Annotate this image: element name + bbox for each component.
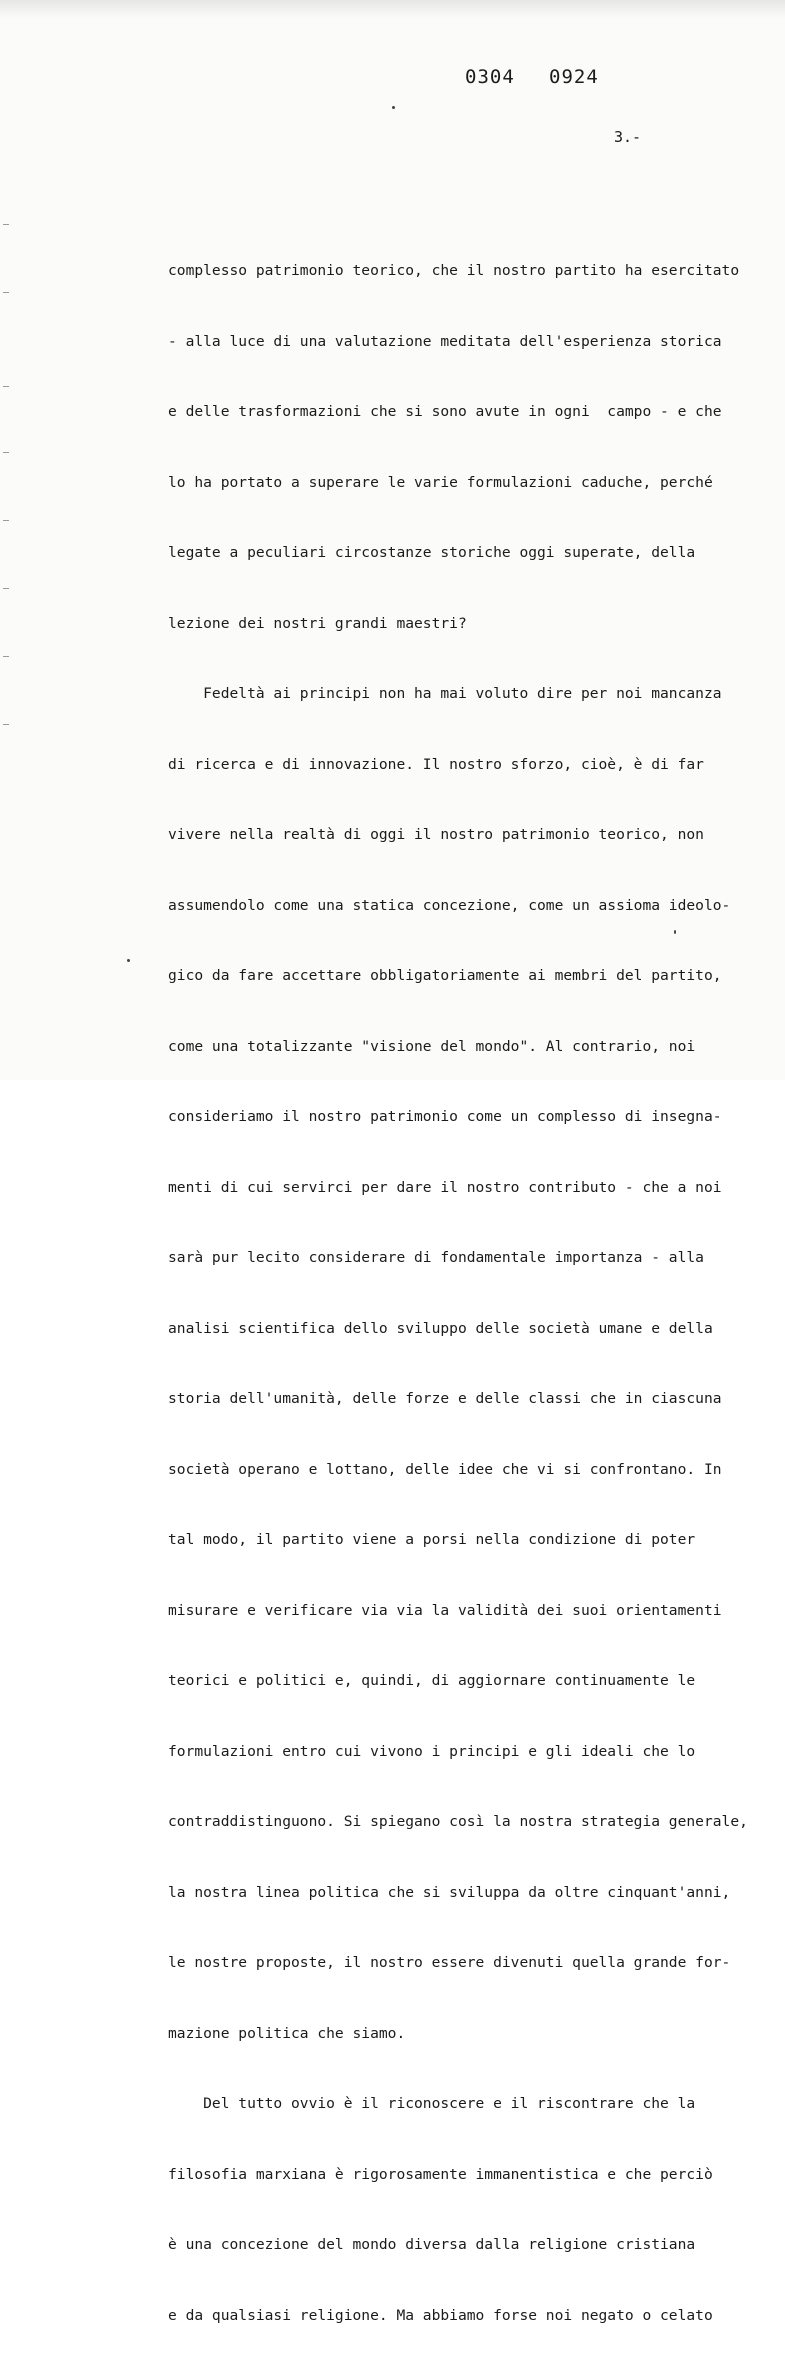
text-line: contraddistinguono. Si spiegano così la nostra strategia generale,	[168, 1813, 748, 1830]
text-line: tal modo, il partito viene a porsi nella condizione di poter	[168, 1531, 696, 1548]
text-line: misurare e verificare via via la validità dei suoi orientamenti	[168, 1601, 722, 1619]
margin-mark	[3, 520, 9, 521]
text-line: storia dell'umanità, delle forze e delle classi che in ciascuna	[168, 1390, 722, 1407]
margin-mark	[3, 588, 9, 589]
text-line: sarà pur lecito considerare di fondamentale importanza - alla	[168, 1249, 704, 1266]
text-line: e da qualsiasi religione. Ma abbiamo forse noi negato o celato	[168, 2306, 713, 2324]
archive-stamp-right: 0924	[549, 66, 599, 88]
scan-top-shadow	[0, 0, 785, 18]
text-line: lo ha portato a superare le varie formulazioni caduche, perché	[168, 473, 713, 491]
scan-speck	[392, 106, 395, 109]
body-text	[168, 212, 785, 2374]
text-line: teorici e politici e, quindi, di aggiornare continuamente le	[168, 1672, 696, 1689]
text-line: gico da fare accettare obbligatoriamente ai membri del partito,	[168, 967, 722, 984]
text-line: - alla luce di una valutazione meditata dell'esperienza storica	[168, 332, 722, 350]
margin-mark	[3, 656, 9, 657]
text-line: mazione politica che siamo.	[168, 2024, 406, 2042]
text-line: menti di cui servirci per dare il nostro contributo - che a noi	[168, 1178, 722, 1196]
text-line: legate a peculiari circostanze storiche oggi superate, della	[168, 544, 696, 561]
text-line: analisi scientifica dello sviluppo delle società umane e della	[168, 1319, 713, 1337]
text-line: assumendolo come una statica concezione, come un assioma ideolo-	[168, 896, 731, 914]
text-line: società operano e lottano, delle idee che vi si confrontano. In	[168, 1460, 722, 1478]
margin-mark	[3, 386, 9, 387]
text-line: e delle trasformazioni che si sono avute in ogni campo - e che	[168, 403, 722, 420]
margin-mark	[3, 724, 9, 725]
margin-mark	[3, 224, 9, 225]
text-line: consideriamo il nostro patrimonio come un complesso di insegna-	[168, 1108, 722, 1125]
text-line: complesso patrimonio teorico, che il nostro partito ha esercitato	[168, 262, 740, 279]
text-line: Del tutto ovvio è il riconoscere e il riscontrare che la	[168, 2095, 696, 2112]
scan-speck	[127, 959, 130, 962]
text-line: la nostra linea politica che si sviluppa da oltre cinquant'anni,	[168, 1883, 731, 1901]
text-line: come una totalizzante "visione del mondo". Al contrario, noi	[168, 1037, 696, 1055]
text-line: le nostre proposte, il nostro essere divenuti quella grande for-	[168, 1954, 731, 1971]
page-number: 3.-	[614, 128, 642, 146]
text-line: di ricerca e di innovazione. Il nostro sforzo, cioè, è di far	[168, 755, 704, 773]
archive-stamp-left: 0304	[465, 66, 515, 88]
text-line: lezione dei nostri grandi maestri?	[168, 614, 467, 632]
text-line: è una concezione del mondo diversa dalla religione cristiana	[168, 2236, 696, 2253]
margin-mark	[3, 292, 9, 293]
text-line: Fedeltà ai principi non ha mai voluto dire per noi mancanza	[168, 685, 722, 702]
text-line: vivere nella realtà di oggi il nostro patrimonio teorico, non	[168, 826, 704, 843]
text-line: formulazioni entro cui vivono i principi e gli ideali che lo	[168, 1742, 696, 1760]
text-line: filosofia marxiana è rigorosamente immanentistica e che perciò	[168, 2165, 713, 2183]
margin-mark	[3, 452, 9, 453]
